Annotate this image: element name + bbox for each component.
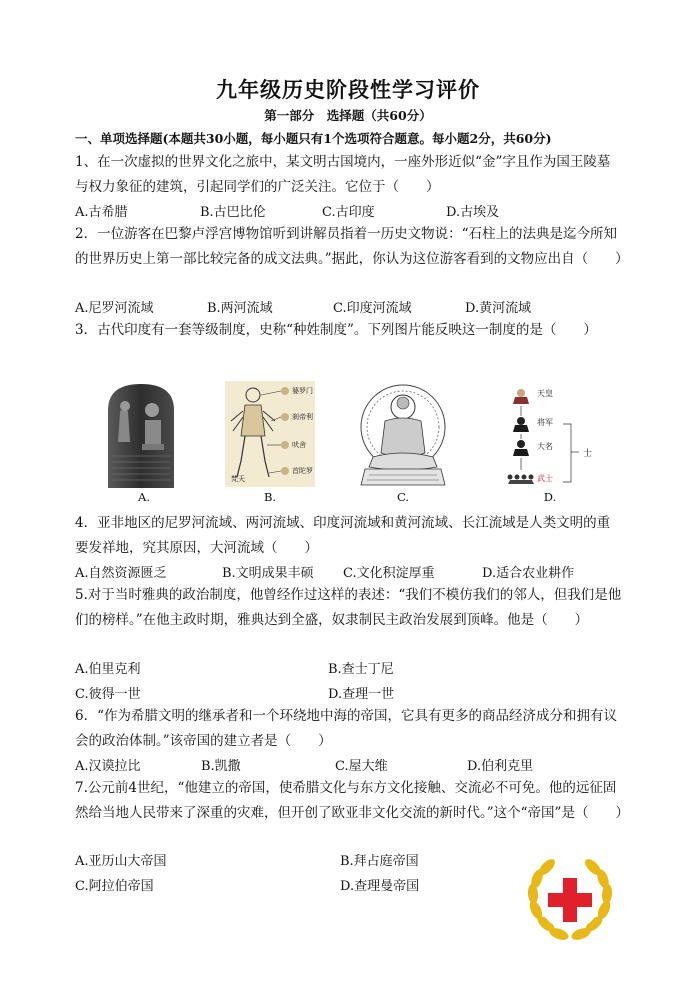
buddha-image xyxy=(355,381,451,487)
rank-shi: 士 xyxy=(583,449,593,459)
q4-option-c: C.文化积淀厚重 xyxy=(343,566,435,581)
question-3: 3．古代印度有一套等级制度，史称“种姓制度”。下列图片能反映这一制度的是（ ） xyxy=(75,322,597,338)
q1-option-b: B.古巴比伦 xyxy=(200,205,266,220)
caste-label-vaishya: 吠舍 xyxy=(292,441,306,449)
caste-label-brahmin: 婆罗门 xyxy=(292,387,313,395)
caste-label-kshatriya: 刹帝利 xyxy=(292,413,313,421)
caste-label-brahma: 梵天 xyxy=(231,475,245,483)
q2-option-b: B.两河流域 xyxy=(207,301,273,316)
question-4: 4．亚非地区的尼罗河流域、两河流域、印度河流域和黄河流域、长江流域是人类文明的重要发祥地，究其原因，大河流域（ ） xyxy=(75,515,611,556)
question-6: 6．“作为希腊文明的继承者和一个环绕地中海的帝国，它具有更多的商品经济成分和拥有议会的政治体制。”该帝国的建立者是（ ） xyxy=(75,708,617,749)
image-a-label: A. xyxy=(138,490,150,504)
q5-option-b: B.查士丁尼 xyxy=(328,662,394,677)
q4-option-d: D.适合农业耕作 xyxy=(482,566,575,581)
caste-label-shudra: 首陀罗 xyxy=(292,467,313,475)
q6-option-d: D.伯利克里 xyxy=(467,759,534,774)
q7-option-a: A.亚历山大帝国 xyxy=(75,854,167,869)
q5-option-c: C.彼得一世 xyxy=(75,687,141,702)
rank-emperor: 天皇 xyxy=(537,389,553,398)
rank-samurai: 武士 xyxy=(537,474,553,483)
caste-deity-image xyxy=(225,381,315,487)
question-2: 2．一位游客在巴黎卢浮宫博物馆听到讲解员指着一历史文物说：“石柱上的法典是迄今所知的世界历史上第一部比较完备的成文法典。”据此，你认为这位游客看到的文物应出自（ ） xyxy=(75,226,629,267)
q4-option-a: A.自然资源匮乏 xyxy=(75,566,167,581)
part-subtitle: 第一部分 选择题（共60分） xyxy=(264,108,432,123)
q6-option-a: A.汉谟拉比 xyxy=(75,759,141,774)
question-1: 1、在一次虚拟的世界文化之旅中，某文明古国境内，一座外形近似“金”字且作为国王陵墓与权力象征的建筑，引起同学们的广泛关注。它位于（ ） xyxy=(75,154,611,195)
q6-option-b: B.凯撒 xyxy=(201,759,241,774)
red-cross-emblem-icon xyxy=(522,852,618,948)
q2-option-d: D.黄河流域 xyxy=(465,301,532,316)
q2-option-c: C.印度河流域 xyxy=(333,301,412,316)
hierarchy-image xyxy=(505,384,597,488)
image-b-label: B. xyxy=(263,490,277,504)
stele-image xyxy=(100,382,182,488)
image-c-label: C. xyxy=(396,490,410,504)
question-5: 5.对于当时雅典的政治制度，他曾经作过这样的表述：“我们不模仿我们的邻人，但我们是他们的榜样。”在他主政时期，雅典达到全盛，奴隶制民主政治发展到顶峰。他是（ ） xyxy=(75,587,622,628)
rank-shogun: 将军 xyxy=(537,418,553,427)
q7-option-c: C.阿拉伯帝国 xyxy=(75,879,154,894)
q5-option-a: A.伯里克利 xyxy=(75,662,141,677)
q1-option-c: C.古印度 xyxy=(322,205,375,220)
q1-option-a: A.古希腊 xyxy=(75,205,128,220)
question-7: 7.公元前4世纪，“他建立的帝国，使希腊文化与东方文化接触、交流必不可免。他的远征固然给当地人民带来了深重的灾难，但开创了欧亚非文化交流的新时代。”这个“帝国”是（ ） xyxy=(75,780,629,821)
section-heading: 一、单项选择题(本题共30小题，每小题只有1个选项符合题意。每小题2分，共60分) xyxy=(75,131,552,146)
q1-option-d: D.古埃及 xyxy=(446,205,500,220)
image-d-label: D. xyxy=(543,490,557,504)
q7-option-d: D.查理曼帝国 xyxy=(340,879,420,894)
page-title: 九年级历史阶段性学习评价 xyxy=(216,78,480,102)
q7-option-b: B.拜占庭帝国 xyxy=(340,854,419,869)
q5-option-d: D.查理一世 xyxy=(328,687,395,702)
q2-option-a: A.尼罗河流域 xyxy=(75,301,154,316)
q4-option-b: B.文明成果丰硕 xyxy=(222,566,314,581)
q6-option-c: C.屋大维 xyxy=(335,759,388,774)
rank-daimyo: 大名 xyxy=(537,442,553,451)
